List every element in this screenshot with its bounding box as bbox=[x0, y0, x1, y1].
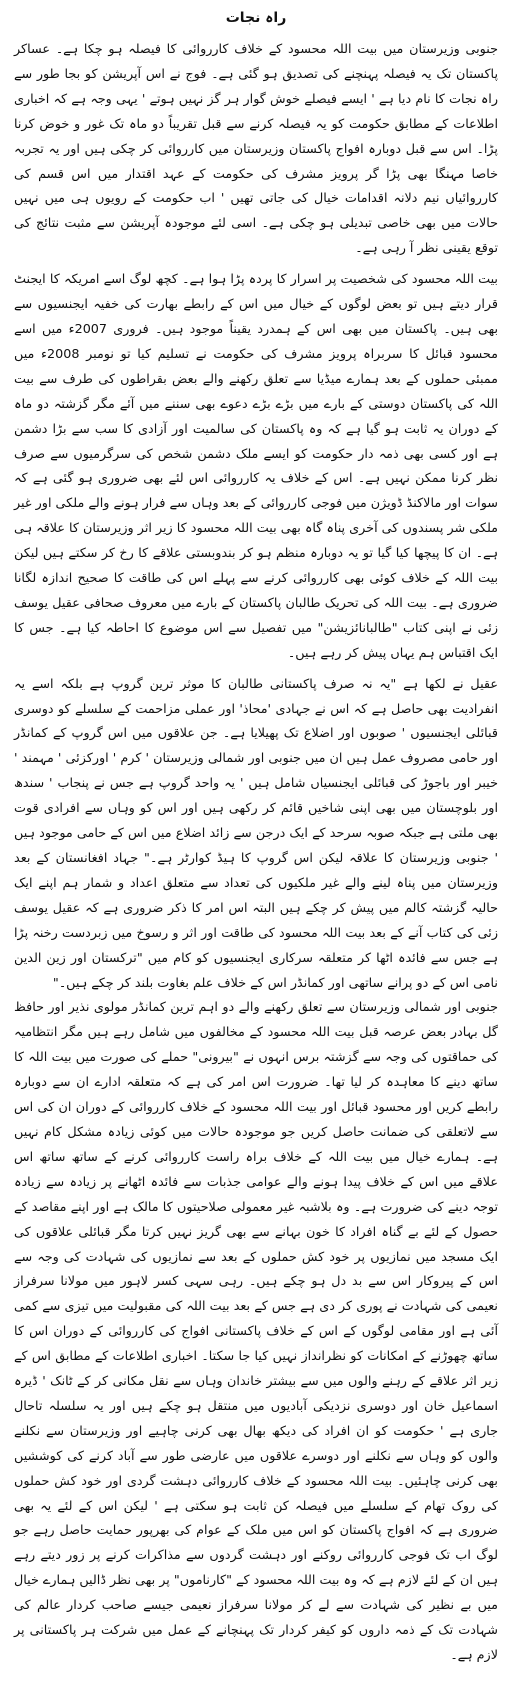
paragraph-4: جنوبی اور شمالی وزیرستان سے تعلق رکھنے والے دو اہم ترین کمانڈر مولوی نذیر اور حافظ گل بہادر بعض عرصہ قبل بیت اللہ محسود کے مخالفوں میں شامل رہے ہیں مگر انتظامیہ کی حماقتوں کی وجہ سے گزشتہ برس انہوں نے "بیرونی" حملے کی صورت میں بیت اللہ کا ساتھ دینے کا معاہدہ کر لیا تھا۔ ضرورت اس امر کی ہے کہ متعلقہ ادارے ان سے دوبارہ رابطے کریں اور محسود قبائل اور بیت اللہ محسود کے خلاف کارروائی کے دوران ان کی اس سے لاتعلقی کی ضمانت حاصل کریں جو موجودہ حالات میں کوئی زیادہ مشکل کام نہیں ہے۔ ہمارے خیال میں بیت اللہ کے خلاف براہ راست کارروائی کرنے کے ساتھ ساتھ اس علاقے میں اس کے خلاف پیدا ہونے والے عوامی جذبات سے فائدہ اٹھانے پر زیادہ سے زیادہ توجہ دینے کی ضرورت ہے۔ وہ بلاشبہ غیر معمولی صلاحیتوں کا مالک ہے اور اپنے مقاصد کے حصول کے لئے بے گناہ افراد کا خون بہانے سے بھی گریز نہیں کرتا مگر قبائلی علاقوں کی ایک مسجد میں نمازیوں پر خود کش حملوں کے بعد سے نمازیوں کی شہادت کی وجہ سے اس کے پیروکار اس سے بد دل ہو چکے ہیں۔ رہی سہی کسر لاہور میں مولانا سرفراز نعیمی کی شہادت نے پوری کر دی ہے جس کے بعد بیت اللہ کی مقبولیت میں تیزی سے کمی آئی ہے اور مقامی لوگوں کے اس کے خلاف پاکستانی افواج کی کارروائی کے دوران اس کا ساتھ چھوڑنے کے امکانات کو نظرانداز نہیں کیا جا سکتا۔ اخباری اطلاعات کے مطابق اس کے زیر اثر علاقے کے رہنے والوں میں سے بیشتر خاندان وہاں سے نقل مکانی کر کے ٹانک ' ڈیرہ اسماعیل خان اور دوسری نزدیکی آبادیوں میں منتقل ہو چکے ہیں اور یہ سلسلہ تاحال جاری ہے ' حکومت کو ان افراد کی دیکھ بھال بھی کرنی چاہیے اور وزیرستان سے نکلنے والوں کو وہاں سے نکلنے اور دوسرے علاقوں میں عارضی طور سے آباد کرنے کی کوششیں بھی کرنی چاہئیں۔ بیت اللہ محسود کے خلاف کارروائی دہشت گردی اور خود کش حملوں کی روک تھام کے سلسلے میں فیصلہ کن ثابت ہو سکتی ہے ' لیکن اس کے لئے یہ بھی ضروری ہے کہ افواج پاکستان کو اس میں ملک کے عوام کی بھرپور حمایت حاصل رہے جو لوگ اب تک فوجی کارروائی روکنے اور دہشت گردوں سے مذاکرات کرنے پر زور دیتے رہے ہیں ان کے لئے لازم ہے کہ وہ بیت اللہ محسود کے "کارناموں" پر بھی نظر ڈالیں ہمارے خیال میں بے نظیر کی شہادت سے لے کر مولانا سرفراز نعیمی جیسے صاحب کردار عالم کی شہادت تک کے ذمہ داروں کو کیفر کردار تک پہنچانے کے عمل میں شرکت ہر پاکستانی پر لازم ہے۔ bbox=[14, 1000, 498, 1663]
column-title: راہ نجات bbox=[225, 10, 287, 26]
paragraph-3: عقیل نے لکھا ہے "یہ نہ صرف پاکستانی طالبان کا موثر ترین گروپ ہے بلکہ اسے یہ انفرادیت بھی حاصل ہے کہ اس نے جہادی 'محاذ' اور عملی مزاحمت کے سلسلے کو دوسری قبائلی ایجنسیوں ' صوبوں اور اضلاع تک پھیلایا ہے۔ جن علاقوں میں اس گروپ کے کمانڈر اور حامی مصروف عمل ہیں ان میں جنوبی اور شمالی وزیرستان ' کرم ' اورکزئی ' مہمند ' خیبر اور باجوڑ کی قبائلی ایجنسیاں شامل ہیں ' یہ واحد گروپ ہے جس نے پنجاب ' سندھ اور بلوچستان میں بھی اپنی شاخیں قائم کر رکھی ہیں اور اس کو وہاں سے افرادی قوت بھی ملتی ہے جبکہ صوبہ سرحد کے ایک درجن سے زائد اضلاع میں اس کے حامی موجود ہیں ' جنوبی وزیرستان کا علاقہ لیکن اس گروپ کا ہیڈ کوارٹر ہے۔" جہاد افغانستان کے بعد وزیرستان میں پناہ لینے والے غیر ملکیوں کی تعداد سے متعلق اعداد و شمار ہم اپنے ایک حالیہ گزشتہ کالم میں پیش کر چکے ہیں البتہ اس امر کا ذکر ضروری ہے کہ عقیل یوسف زئی کی کتاب آنے کے بعد بیت اللہ محسود کی طاقت اور اثر و رسوخ میں زبردست رخنہ پڑا ہے جس سے فائدہ اٹھا کر متعلقہ سرکاری ایجنسیوں کو کام میں "ترکستان اور زین الدین نامی اس کے دو پرانے ساتھی اور کمانڈر اس کے خلاف علم بغاوت بلند کر چکے ہیں۔" bbox=[14, 676, 498, 991]
article-body bbox=[14, 38, 498, 1669]
paragraph-1: جنوبی وزیرستان میں بیت اللہ محسود کے خلاف کارروائی کا فیصلہ ہو چکا ہے۔ عساکر پاکستان تک یہ فیصلہ پہنچنے کی تصدیق ہو گئی ہے۔ فوج نے اس آپریشن کو بجا طور سے راہ نجات کا نام دیا ہے ' ایسے فیصلے خوش گوار ہر گز نہیں ہوتے ' یہی وجہ ہے کہ اخباری اطلاعات کے مطابق حکومت کو یہ فیصلہ کرنے سے قبل تقریباً دو ماہ تک غور و خوض کرنا پڑا۔ اس سے قبل دوبارہ افواج پاکستان وزیرستان میں کارروائی کر چکی ہیں اور یہ تجربہ خاصا مہنگا بھی پڑا گر پرویز مشرف کی حکومت کے عہد اقتدار میں اس قسم کی کارروائیاں نیم دلانہ اقدامات خیال کی جاتی تھیں ' اب حکومت کے رویوں ہی میں نہیں حالات میں بھی خاصی تبدیلی ہو چکی ہے۔ اسی لئے موجودہ آپریشن سے مثبت نتائج کی توقع یقینی نظر آ رہی ہے۔ bbox=[14, 42, 498, 257]
paragraph-2: بیت اللہ محسود کی شخصیت پر اسرار کا پردہ پڑا ہوا ہے۔ کچھ لوگ اسے امریکہ کا ایجنٹ قرار دیتے ہیں تو بعض لوگوں کے خیال میں اس کے رابطے بھارت کی خفیہ ایجنسیوں سے بھی ہیں۔ پاکستان میں بھی اس کے ہمدرد یقیناً موجود ہیں۔ فروری 2007ء میں اسے محسود قبائل کا سربراہ پرویز مشرف کی حکومت نے تسلیم کیا تو نومبر 2008ء میں ممبئی حملوں کے بعد ہمارے میڈیا سے تعلق رکھنے والے بعض بقراطوں کی طرف سے بیت اللہ کی پاکستان دوستی کے بارے میں بڑے بڑے دعوے بھی سننے میں آئے مگر گزشتہ دو ماہ کے دوران یہ ثابت ہو گیا ہے کہ وہ پاکستان کی سالمیت اور آزادی کا سب سے بڑا دشمن ہے اور کسی بھی ذمہ دار حکومت کو ایسے ملک دشمن شخص کی سرگرمیوں سے صرف نظر کرنا ممکن نہیں ہے۔ اس کے خلاف یہ کارروائی اس لئے بھی ضروری ہو گئی ہے کہ سوات اور مالاکنڈ ڈویژن میں فوجی کارروائی کے بعد وہاں سے فرار ہونے والے ملکی اور غیر ملکی شر پسندوں کی آخری پناہ گاہ بھی بیت اللہ محسود کا زیر اثر وزیرستان کا علاقہ ہی ہے۔ ان کا پیچھا کیا گیا تو یہ دوبارہ منظم ہو کر بندوبستی علاقے کا رخ کر سکتے ہیں لیکن بیت اللہ کے خلاف کوئی بھی کارروائی کرنے سے پہلے اس کی طاقت کا صحیح اندازہ لگانا ضروری ہے۔ بیت اللہ کی تحریک طالبان پاکستان کے بارے میں معروف صحافی عقیل یوسف زئی نے اپنی کتاب "طالبانائزیشن" میں تفصیل سے اس موضوع کا احاطہ کیا ہے۔ جس کا ایک اقتباس ہم یہاں پیش کر رہے ہیں۔ bbox=[14, 272, 498, 661]
